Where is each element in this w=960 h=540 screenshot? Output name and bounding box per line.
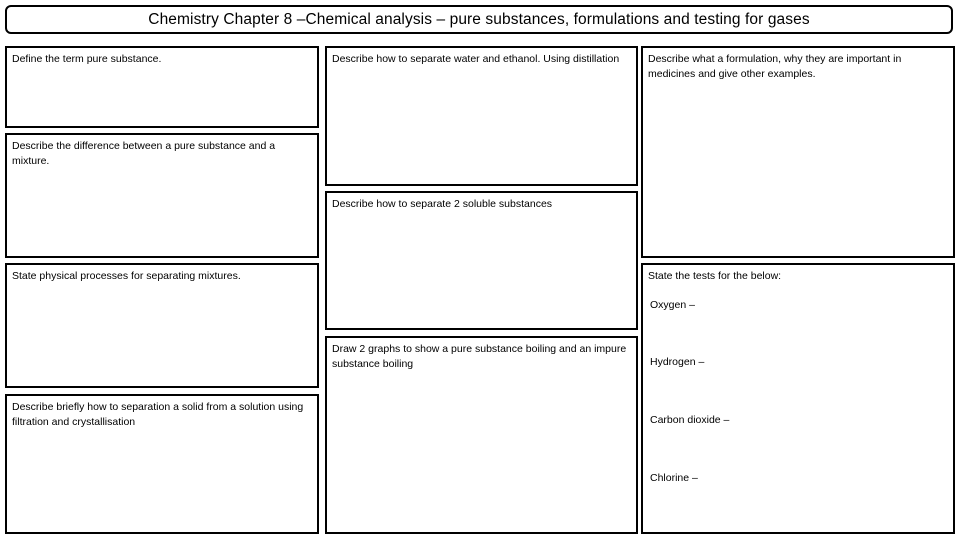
box-filtration-crystallisation[interactable] <box>5 394 319 534</box>
box-physical-processes[interactable] <box>5 263 319 388</box>
prompt-text: Describe the difference between a pure substance and a mixture. <box>12 140 276 167</box>
prompt-text: Define the term pure substance. <box>12 53 162 65</box>
prompt-text: Draw 2 graphs to show a pure substance boiling and an impure substance boiling <box>332 343 627 370</box>
box-distillation[interactable] <box>325 46 638 186</box>
page-title-text: Chemistry Chapter 8 –Chemical analysis – pure substances, formulations and testing for gases <box>148 10 810 28</box>
box-formulation[interactable] <box>641 46 955 258</box>
box-define-pure-substance[interactable] <box>5 46 319 128</box>
gas-test-chlorine: Chlorine – <box>650 472 698 484</box>
gas-test-hydrogen: Hydrogen – <box>650 356 705 368</box>
prompt-text: State physical processes for separating mixtures. <box>12 270 241 282</box>
box-gas-tests[interactable] <box>641 263 955 534</box>
prompt-text: Describe how to separate 2 soluble substances <box>332 198 553 210</box>
box-separate-soluble[interactable] <box>325 191 638 330</box>
prompt-text: Describe briefly how to separation a solid from a solution using filtration and crystallisation <box>12 401 304 428</box>
gas-tests-heading: State the tests for the below: <box>648 270 782 282</box>
gas-test-oxygen: Oxygen – <box>650 299 695 311</box>
prompt-text: Describe what a formulation, why they are important in medicines and give other examples. <box>648 53 902 80</box>
gas-test-carbon-dioxide: Carbon dioxide – <box>650 414 730 426</box>
box-boiling-graphs[interactable] <box>325 336 638 534</box>
prompt-text: Describe how to separate water and ethanol. Using distillation <box>332 53 620 65</box>
box-pure-vs-mixture[interactable] <box>5 133 319 258</box>
page-title <box>5 5 953 34</box>
